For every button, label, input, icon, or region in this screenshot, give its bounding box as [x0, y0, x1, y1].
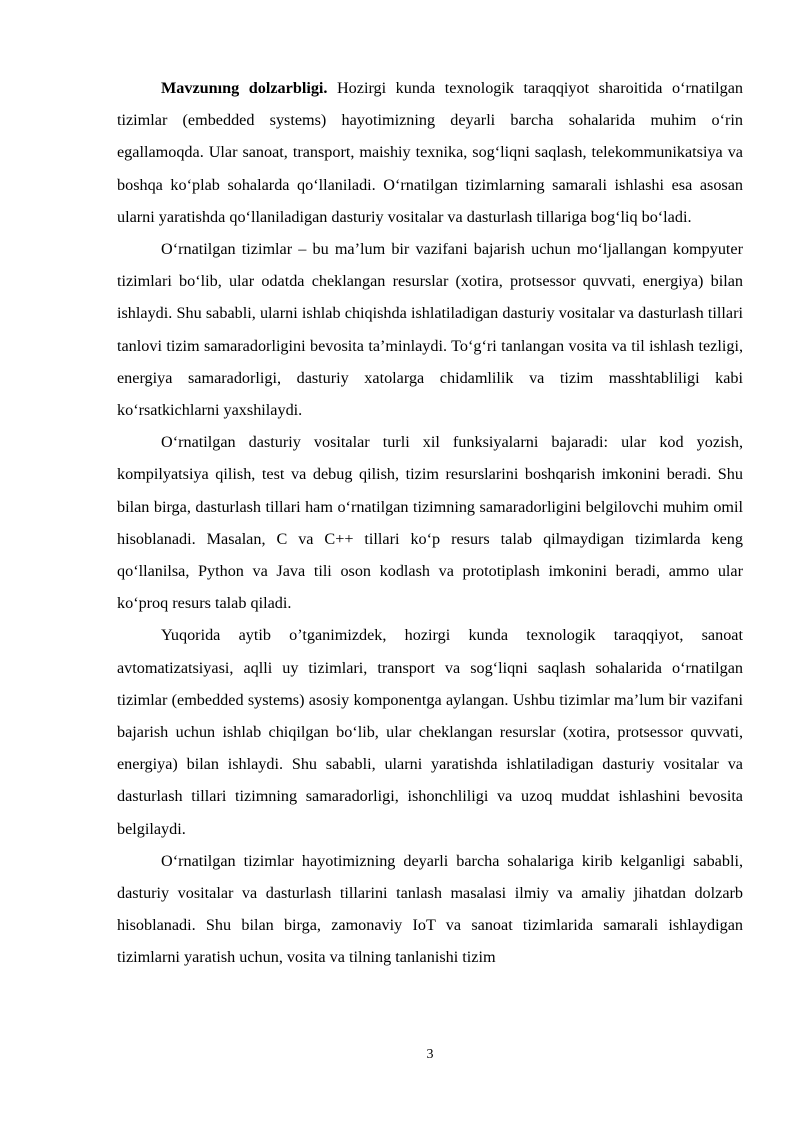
paragraph-embedded-components	[117, 619, 743, 844]
page-number: 3	[426, 1047, 434, 1062]
paragraph-text: O‘rnatilgan tizimlar hayotimizning deyarli barcha sohalariga kirib kelganligi sababli, dasturiy vositalar va dasturlash tillarini tanlash masalasi ilmiy va amaliy jihatdan dolzarb hisoblanadi. Shu bilan birga, zamonaviy IoT va sanoat tizimlarida samarali ishlaydigan tizimlarni yaratish uchun, vosita va tilning tanlanishi tizim	[117, 851, 743, 967]
document-body	[117, 72, 743, 974]
paragraph-tool-selection	[117, 845, 743, 974]
paragraph-text: O‘rnatilgan dasturiy vositalar turli xil funksiyalarni bajaradi: ular kod yozish, kompilyatsiya qilish, test va debug qilish, tizim resurslarini boshqarish imkonini beradi. Shu bilan birga, dasturlash tillari ham o‘rnatilgan tizimning samaradorligini belgilovchi muhim omil hisoblanadi. Masalan, C va C++ tillari ko‘p resurs talab qilmaydigan tizimlarda keng qo‘llanilsa, Python va Java tili oson kodlash va prototiplash imkonini beradi, ammo ular ko‘proq resurs talab qiladi.	[117, 433, 743, 613]
paragraph-text: O‘rnatilgan tizimlar – bu ma’lum bir vazifani bajarish uchun mo‘ljallangan kompyuter tizimlari bo‘lib, ular odatda cheklangan resurslar (xotira, protsessor quvvati, energiya) bilan ishlaydi. Shu sababli, ularni ishlab chiqishda ishlatiladigan dasturiy vositalar va dasturlash tillari tanlovi tizim samaradorligini bevosita ta’minlaydi. To‘g‘ri tanlangan vosita va til ishlash tezligi, energiya samaradorligi, dasturiy xatolarga chidamlilik va tizim masshtabliligi kabi ko‘rsatkichlarni yaxshilaydi.	[117, 240, 743, 420]
paragraph-lead-heading: Mavzunıng dolzarbligi.	[161, 79, 328, 97]
paragraph-text: Hozirgi kunda texnologik taraqqiyot sharoitida o‘rnatilgan tizimlar (embedded systems) hayotimizning deyarli barcha sohalarida muhim o‘rin egallamoqda. Ular sanoat, transport, maishiy texnika, sog‘liqni saqlash, telekommunikatsiya va boshqa ko‘plab sohalarda qo‘llaniladi. O‘rnatilgan tizimlarning samarali ishlashi esa asosan ularni yaratishda qo‘llaniladigan dasturiy vositalar va dasturlash tillariga bog‘liq bo‘ladi.	[117, 79, 743, 226]
paragraph-software-tools	[117, 426, 743, 619]
paragraph-relevance	[117, 72, 743, 233]
paragraph-embedded-definition	[117, 233, 743, 426]
paragraph-text: Yuqorida aytib o’tganimizdek, hozirgi kunda texnologik taraqqiyot, sanoat avtomatizatsiyasi, aqlli uy tizimlari, transport va sog‘liqni saqlash sohalarida o‘rnatilgan tizimlar (embedded systems) asosiy komponentga aylangan. Ushbu tizimlar ma’lum bir vazifani bajarish uchun ishlab chiqilgan bo‘lib, ular cheklangan resurslar (xotira, protsessor quvvati, energiya) bilan ishlaydi. Shu sababli, ularni yaratishda ishlatiladigan dasturiy vositalar va dasturlash tillari tizimning samaradorligi, ishonchliligi va uzoq muddat ishlashini bevosita belgilaydi.	[117, 626, 743, 838]
